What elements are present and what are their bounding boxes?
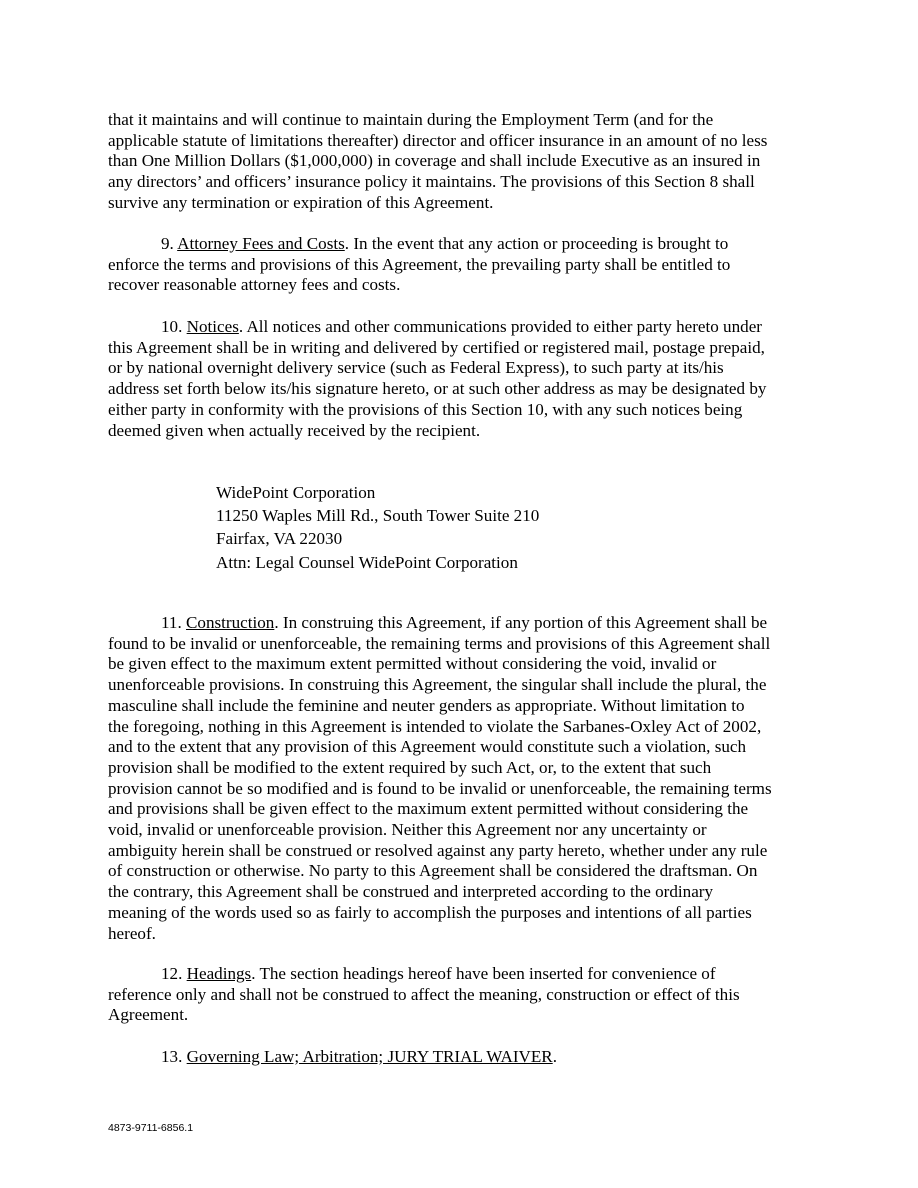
section-heading: Governing Law; Arbitration; JURY TRIAL WAIVER	[186, 1047, 553, 1066]
text-line: unenforceable provisions. In construing this Agreement, the singular shall include the plural, the	[108, 675, 767, 695]
text-line: the contrary, this Agreement shall be construed and interpreted according to the ordinary	[108, 882, 714, 902]
text-line: survive any termination or expiration of this Agreement.	[108, 192, 494, 212]
document-id-footer: 4873-9711-6856.1	[108, 1122, 194, 1134]
section-heading: Construction	[186, 613, 275, 632]
section-number: 11.	[161, 613, 187, 632]
section-12	[108, 964, 814, 1026]
text-line: provision shall be modified to the extent required by such Act, or, to the extent that such	[108, 757, 712, 777]
address-line: Fairfax, VA 22030	[216, 529, 343, 549]
section-number: 9.	[161, 234, 178, 253]
text-line: or by national overnight delivery service (such as Federal Express), to such party at its/his	[108, 358, 724, 378]
text-line: be given effect to the maximum extent permitted without considering the void, invalid or	[108, 654, 717, 674]
text-line: applicable statute of limitations thereafter) director and officer insurance in an amount of no less	[108, 130, 768, 150]
text-line: this Agreement shall be in writing and delivered by certified or registered mail, postage prepaid,	[108, 337, 765, 357]
text-run: .	[552, 1047, 557, 1066]
address-line: 11250 Waples Mill Rd., South Tower Suite 210	[216, 506, 540, 526]
text-line: masculine shall include the feminine and neuter genders as appropriate. Without limitation to	[108, 695, 745, 715]
address-line: WidePoint Corporation	[216, 483, 376, 502]
text-line: either party in conformity with the provisions of this Section 10, with any such notices being	[108, 399, 743, 419]
text-line: Agreement.	[108, 1005, 189, 1025]
text-line: that it maintains and will continue to maintain during the Employment Term (and for the	[108, 110, 714, 129]
text-line: meaning of the words used so as fairly to accomplish the purposes and intentions of all parties	[108, 902, 752, 922]
text-line: found to be invalid or unenforceable, the remaining terms and provisions of this Agreement shall	[108, 633, 771, 653]
section-13	[108, 1047, 814, 1068]
section-9	[108, 234, 814, 296]
text-line: address set forth below its/his signature hereto, or at such other address as may be designated by	[108, 379, 767, 399]
section-number: 10.	[161, 317, 187, 336]
text-line: and provisions shall be given effect to the maximum extent permitted without considering the	[108, 799, 749, 819]
section-12-first-line	[108, 964, 814, 985]
section-heading: Headings	[186, 964, 252, 983]
section-number: 13.	[161, 1047, 187, 1066]
text-run: . All notices and other communications provided to either party hereto under	[238, 317, 762, 336]
section-11-first-line	[108, 613, 814, 634]
section-heading: Attorney Fees and Costs	[177, 234, 345, 253]
text-line: and to the extent that any provision of this Agreement would constitute such a violation, such	[108, 737, 747, 757]
section-heading: Notices	[186, 317, 239, 336]
section-number: 12.	[161, 964, 187, 983]
text-line: recover reasonable attorney fees and costs.	[108, 275, 401, 295]
text-line: provision cannot be so modified and is found to be invalid or unenforceable, the remaining terms	[108, 778, 772, 798]
section-10	[108, 317, 814, 441]
section-13-first-line	[108, 1047, 814, 1068]
text-run: . In the event that any action or proceeding is brought to	[344, 234, 729, 253]
section-9-first-line	[108, 234, 814, 255]
address-block	[216, 481, 716, 574]
section-10-first-line	[108, 317, 814, 338]
text-line: void, invalid or unenforceable provision. Neither this Agreement nor any uncertainty or	[108, 820, 707, 840]
address-line: Attn: Legal Counsel WidePoint Corporation	[216, 552, 518, 572]
text-line: reference only and shall not be construed to affect the meaning, construction or effect of this	[108, 984, 740, 1004]
text-line: hereof.	[108, 923, 156, 943]
text-line: enforce the terms and provisions of this Agreement, the prevailing party shall be entitled to	[108, 254, 731, 274]
text-line: ambiguity herein shall be construed or resolved against any party hereto, whether under any rule	[108, 840, 768, 860]
text-line: of construction or otherwise. No party to this Agreement shall be considered the draftsman. On	[108, 861, 758, 881]
text-line: deemed given when actually received by the recipient.	[108, 420, 481, 440]
text-line: any directors’ and officers’ insurance policy it maintains. The provisions of this Section 8 shall	[108, 172, 755, 192]
text-run: . In construing this Agreement, if any portion of this Agreement shall be	[274, 613, 768, 632]
text-line: than One Million Dollars ($1,000,000) in coverage and shall include Executive as an insured in	[108, 151, 761, 171]
section-8-continuation	[108, 110, 814, 214]
text-run: . The section headings hereof have been inserted for convenience of	[251, 964, 716, 983]
text-line: the foregoing, nothing in this Agreement is intended to violate the Sarbanes-Oxley Act of 2002,	[108, 716, 762, 736]
section-11	[108, 613, 814, 944]
